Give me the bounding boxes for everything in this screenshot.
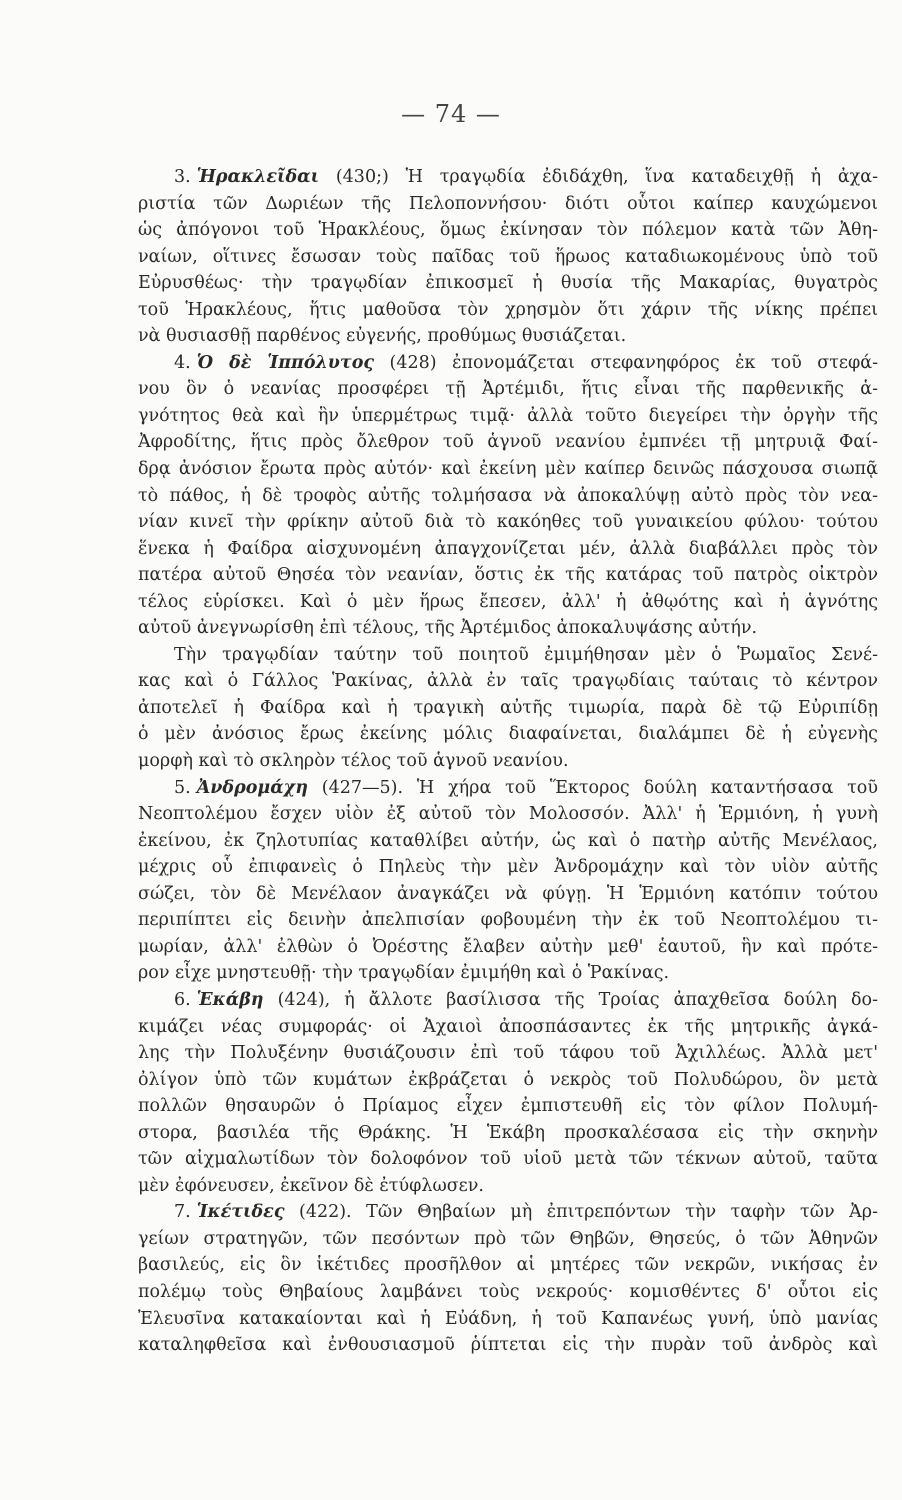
line-text: αὐτοῦ ἀνεγνωρίσθη ἐπὶ τέλους, τῆς Ἀρτέμιδος ἀποκαλυψάσης αὐτήν. [138,618,758,639]
text-line [138,1226,878,1253]
line-text: πατέρα αὐτοῦ Θησέα τὸν νεανίαν, ὅστις ἐκ τῆς κατάρας τοῦ πατρὸς οἰκτρὸν [138,565,878,586]
page-number: — 74 — [401,100,501,128]
text-line [138,483,878,510]
line-text: Ἀφροδίτης, ἥτις πρὸς ὄλεθρον τοῦ ἁγνοῦ νεανίου ἐμπνέει τῇ μητρυιᾷ Φαί- [138,432,878,453]
line-text: νου ὃν ὁ νεανίας προσφέρει τῇ Ἀρτέμιδι, ἥτις εἶναι τῆς παρθενικῆς ἁ- [138,379,878,400]
line-text: (427—5). Ἡ χήρα τοῦ Ἕκτορος δούλη καταντήσασα τοῦ [307,777,878,798]
text-line [138,1093,878,1120]
line-text: Ἐλευσῖνα κατακαίονται καὶ ἡ Εὐάδνη, ἡ τοῦ Καπανέως γυνή, ὑπὸ μανίας [138,1308,878,1329]
text-line [138,376,878,403]
section-title: Ἑκάβη [196,989,264,1010]
text-line [138,695,878,722]
text-line [138,1146,878,1173]
text-line [138,854,878,881]
text-line [138,191,878,218]
text-line [138,536,878,563]
line-text: σώζει, τὸν δὲ Μενέλαον ἀναγκάζει νὰ φύγῃ. Ἡ Ἑρμιόνη κατόπιν τούτου [138,883,878,904]
line-text: μὲν ἐφόνευσεν, ἐκεῖνον δὲ ἐτύφλωσεν. [138,1175,484,1196]
line-text: στορα, βασιλέα τῆς Θράκης. Ἡ Ἑκάβη προσκαλέσασα εἰς τὴν σκηνὴν [138,1122,878,1143]
line-text: νὰ θυσιασθῇ παρθένος εὐγενής, προθύμως θυσιάζεται. [138,326,627,347]
text-line [138,987,878,1014]
text-line [138,748,878,775]
line-text: τέλος εὑρίσκει. Καὶ ὁ μὲν ἥρως ἔπεσεν, ἀλλ' ἡ ἀθῳότης καὶ ἡ ἁγνότης [138,591,878,612]
text-line [138,907,878,934]
body-text [138,164,878,1359]
section-number: 6. [174,989,191,1010]
line-text: κιμάζει νέας συμφοράς· οἱ Ἀχαιοὶ ἀποσπάσαντες ἐκ τῆς μητρικῆς ἀγκά- [138,1016,878,1037]
text-line [138,270,878,297]
line-text: ρον εἶχε μνηστευθῇ· τὴν τραγῳδίαν ἐμιμήθη καὶ ὁ Ῥακίνας. [138,963,670,984]
line-text: ἐκείνου, ἐκ ζηλοτυπίας καταθλίβει αὐτήν, ὡς καὶ ὁ πατὴρ αὐτῆς Μενέλαος, [138,830,878,851]
text-line [138,801,878,828]
line-text: ἕνεκα ἡ Φαίδρα αἰσχυνομένη ἀπαγχονίζεται μέν, ἀλλὰ διαβάλλει πρὸς τὸν [138,538,878,559]
line-text: πολλῶν θησαυρῶν ὁ Πρίαμος εἶχεν ἐμπιστευθῆ εἰς τὸν φίλον Πολυμή- [138,1096,878,1117]
line-text: ὀλίγον ὑπὸ τῶν κυμάτων ἐκβράζεται ὁ νεκρὸς τοῦ Πολυδώρου, ὃν μετὰ [138,1069,878,1090]
text-line [138,244,878,271]
text-line [138,323,878,350]
line-text: καταληφθεῖσα καὶ ἐνθουσιασμοῦ ῥίπτεται εἰς τὴν πυρὰν τοῦ ἀνδρὸς καὶ [138,1335,878,1356]
text-line [138,1014,878,1041]
line-text: (428) ἐπονομάζεται στεφανηφόρος ἐκ τοῦ στεφά- [374,352,878,373]
text-line [138,775,878,802]
line-text: μωρίαν, ἀλλ' ἐλθὼν ὁ Ὀρέστης ἔλαβεν αὐτὴν μεθ' ἑαυτοῦ, ἣν καὶ πρότε- [138,936,878,957]
line-text: (424), ἡ ἄλλοτε βασίλισσα τῆς Τροίας ἀπαχθεῖσα δούλη δο- [263,989,878,1010]
line-text: ριστία τῶν Δωριέων τῆς Πελοποννήσου· διότι οὗτοι καίπερ καυχώμενοι [138,193,878,214]
text-line [138,960,878,987]
line-text: βασιλεύς, εἰς ὃν ἱκέτιδες προσῆλθον αἱ μητέρες τῶν νεκρῶν, νικήσας ἐν [138,1255,878,1276]
text-line [138,429,878,456]
line-text: Εὐρυσθέως· τὴν τραγῳδίαν ἐπικοσμεῖ ἡ θυσία τῆς Μακαρίας, θυγατρὸς [138,273,878,294]
text-line [138,562,878,589]
line-text: λης τὴν Πολυξένην θυσιάζουσιν ἐπὶ τοῦ τάφου τοῦ Ἀχιλλέως. Ἀλλὰ μετ' [138,1043,878,1064]
line-text: ὁ μὲν ἀνόσιος ἔρως ἐκείνης μόλις διαφαίνεται, διαλάμπει δὲ ἡ εὐγενὴς [138,724,878,745]
line-text: ὡς ἀπόγονοι τοῦ Ἡρακλέους, ὅμως ἐκίνησαν τὸν πόλεμον κατὰ τῶν Ἀθη- [138,220,878,241]
text-line [138,350,878,377]
section-number: 5. [174,777,191,798]
line-text: (430;) Ἡ τραγῳδία ἐδιδάχθη, ἵνα καταδειχθῇ ἡ ἀχα- [319,167,878,187]
text-line [138,1040,878,1067]
line-text: τοῦ Ἡρακλέους, ἥτις μαθοῦσα τὸν χρησμὸν ὅτι χάριν τῆς νίκης πρέπει [138,299,878,320]
text-line [138,1067,878,1094]
text-line [138,828,878,855]
line-text: μέχρις οὗ ἐπιφανεὶς ὁ Πηλεὺς τὴν μὲν Ἀνδρομάχην καὶ τὸν υἱὸν αὐτῆς [138,857,878,878]
text-line [138,1199,878,1226]
text-line [138,1120,878,1147]
text-line [138,589,878,616]
text-line [138,1252,878,1279]
text-line [138,1173,878,1200]
line-text: τῶν αἰχμαλωτίδων τὸν δολοφόνον τοῦ υἱοῦ μετὰ τῶν τέκνων αὐτοῦ, ταῦτα [138,1149,878,1170]
text-line [138,1332,878,1359]
text-line [138,297,878,324]
section-title: Ἀνδρομάχη [196,777,308,798]
text-line [138,668,878,695]
text-line [138,1279,878,1306]
section-number: 7. [174,1202,191,1223]
text-line [138,217,878,244]
text-line [138,642,878,669]
text-line [138,456,878,483]
line-text: νίαν κινεῖ τὴν φρίκην αὐτοῦ διὰ τὸ κακόηθες τοῦ γυναικείου φύλου· τούτου [138,512,878,533]
text-line [138,934,878,961]
line-text: Νεοπτολέμου ἔσχεν υἱὸν ἐξ αὐτοῦ τὸν Μολοσσόν. Ἀλλ' ἡ Ἑρμιόνη, ἡ γυνὴ [138,804,878,825]
line-text: περιπίπτει εἰς δεινὴν ἀπελπισίαν φοβουμένη τὴν ἐκ τοῦ Νεοπτολέμου τι- [138,910,878,931]
section-number: 4. [174,352,191,373]
line-text: γείων στρατηγῶν, τῶν πεσόντων πρὸ τῶν Θηβῶν, Θησεύς, ὁ τῶν Ἀθηνῶν [138,1228,878,1249]
line-text: (422). Τῶν Θηβαίων μὴ ἐπιτρεπόντων τὴν ταφὴν τῶν Ἀρ- [284,1202,878,1223]
text-line [138,164,878,191]
text-line [138,403,878,430]
line-text: πολέμῳ τοὺς Θηβαίους λαμβάνει τοὺς νεκρούς· κομισθέντες δ' οὗτοι εἰς [138,1281,878,1302]
line-text: κας καὶ ὁ Γάλλος Ῥακίνας, ἀλλὰ ἐν ταῖς τραγῳδίαις ταύταις τὸ κέντρον [138,671,878,692]
section-title: Ἱκέτιδες [196,1202,285,1223]
text-line [138,881,878,908]
text-line [138,1306,878,1333]
section-title: Ὁ δὲ Ἱππόλυτος [196,352,375,373]
section-title: Ἡρακλεῖδαι [196,167,320,187]
line-text: δρᾳ ἀνόσιον ἔρωτα πρὸς αὐτόν· καὶ ἐκείνη μὲν καίπερ δεινῶς πάσχουσα σιωπᾷ [138,459,878,480]
line-text: ναίων, οἵτινες ἔσωσαν τοὺς παῖδας τοῦ ἥρωος καταδιωκομένους ὑπὸ τοῦ [138,246,878,267]
text-line [138,509,878,536]
text-line [138,721,878,748]
line-text: Τὴν τραγῳδίαν ταύτην τοῦ ποιητοῦ ἐμιμήθησαν μὲν ὁ Ῥωμαῖος Σενέ- [174,644,878,665]
line-text: γνότητος θεὰ καὶ ἣν ὑπερμέτρως τιμᾷ· ἀλλὰ τοῦτο διεγείρει τὴν ὀργὴν τῆς [138,405,878,426]
section-number: 3. [174,167,191,187]
line-text: μορφὴ καὶ τὸ σκληρὸν τέλος τοῦ ἁγνοῦ νεανίου. [138,751,569,772]
line-text: ἀποτελεῖ ἡ Φαίδρα καὶ ἡ τραγικὴ αὐτῆς τιμωρία, παρὰ δὲ τῷ Εὐριπίδῃ [138,697,878,718]
text-line [138,615,878,642]
line-text: τὸ πάθος, ἡ δὲ τροφὸς αὐτῆς τολμήσασα νὰ ἀποκαλύψῃ αὐτὸ πρὸς τὸν νεα- [138,485,878,506]
